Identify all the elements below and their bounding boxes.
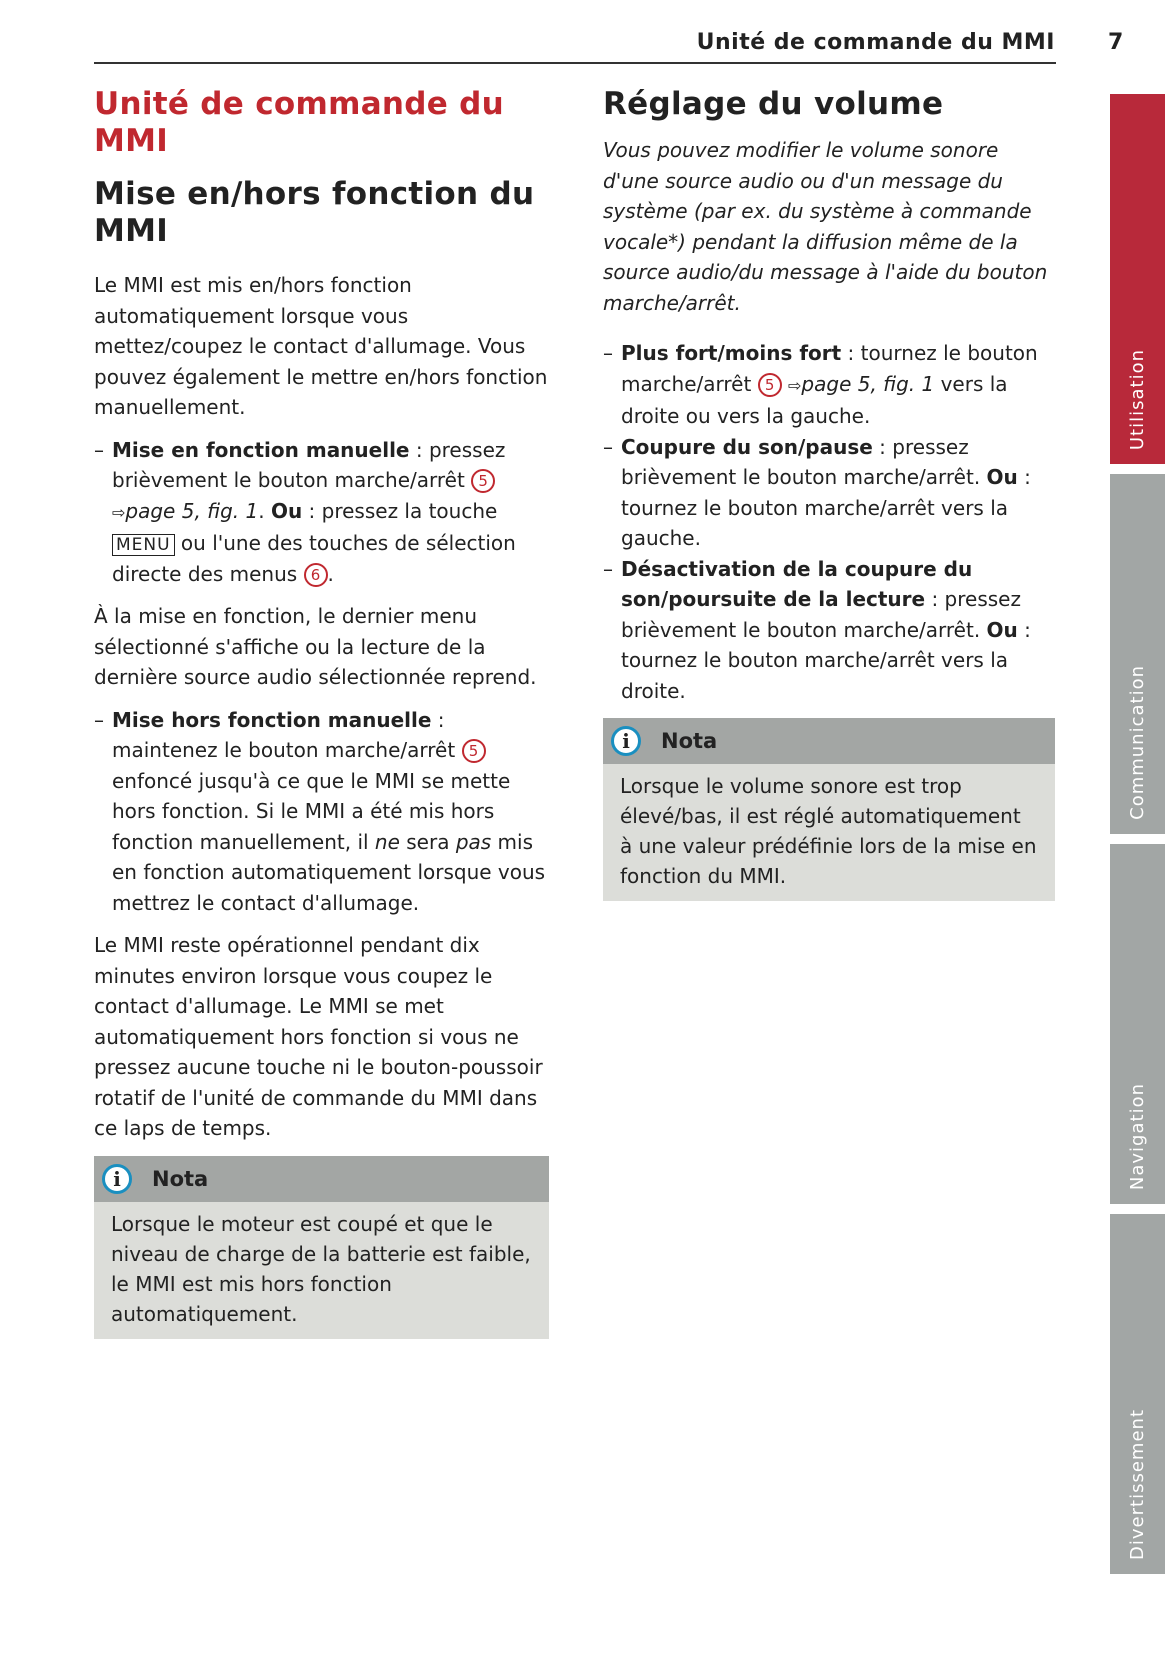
paragraph-standby: Le MMI reste opérationnel pendant dix minutes environ lorsque vous coupez le contact d'allumage. Le MMI se met automatiquement hors fonction si vous ne pressez aucune touche ni le bouton-poussoir rotatif de l'unité de commande du MMI dans ce laps de temps. [94, 933, 543, 1140]
running-header: Unité de commande du MMI [696, 30, 1055, 55]
step-list [94, 705, 549, 919]
step-label: Mise en fonction manuelle [112, 437, 410, 462]
nota-box [94, 1156, 549, 1339]
nota-text: Lorsque le volume sonore est trop élevé/bas, il est réglé automatiquement à une valeur prédéfinie lors de la mise en fonction du MMI. [620, 774, 1037, 888]
side-tab-navigation[interactable]: Navigation [1110, 844, 1165, 1204]
nota-title: Nota [152, 1166, 209, 1191]
paragraph-resume: À la mise en fonction, le dernier menu sélectionné s'affiche ou la lecture de la dernière source audio sélectionnée reprend. [94, 604, 537, 689]
header-rule [94, 62, 1056, 64]
side-tab-divertissement[interactable]: Divertissement [1110, 1214, 1165, 1574]
step-label: Plus fort/moins fort [621, 341, 842, 365]
callout-6: 6 [304, 563, 328, 587]
arrow-right-icon: ⇨ [788, 375, 802, 395]
arrow-right-icon: ⇨ [112, 502, 126, 522]
paragraph-intro: Le MMI est mis en/hors fonction automatiquement lorsque vous mettez/coupez le contact d'allumage. Vous pouvez également le mettre en/hors fonction manuellement. [94, 273, 548, 419]
side-tab-communication[interactable]: Communication [1110, 474, 1165, 834]
step-list [94, 435, 549, 590]
section-title: Unité de commande du MMI [94, 86, 505, 159]
nota-title: Nota [661, 729, 718, 753]
nota-header [94, 1156, 549, 1202]
callout-5: 5 [758, 373, 782, 397]
step-label: Coupure du son/pause [621, 434, 873, 459]
info-icon: i [102, 1164, 132, 1194]
nota-header [603, 718, 1055, 764]
callout-5: 5 [471, 469, 495, 493]
info-icon: i [611, 726, 641, 756]
callout-5: 5 [462, 739, 486, 763]
step-power-off: – Mise hors fonction manuelle : maintenez le bouton marche/arrêt 5 enfoncé jusqu'à ce que le MMI se mette hors fonction. Si le MMI a été mis hors fonction manuellement, il ne sera pas mis en fonction automatiquement lorsque vous mettrez le contact d'allumage. [94, 705, 549, 919]
menu-key: MENU [112, 534, 175, 556]
page-reference-link[interactable]: page 5, fig. 1 [801, 371, 935, 396]
nota-box [603, 718, 1055, 901]
page-number: 7 [1108, 30, 1124, 55]
step-label: Désactivation de la coupure du son/poursuite de la lecture [621, 556, 973, 611]
right-column [603, 86, 1055, 901]
nota-text: Lorsque le moteur est coupé et que le niveau de charge de la batterie est faible, le MMI est mis hors fonction automatiquement. [111, 1211, 531, 1326]
step-label: Mise hors fonction manuelle [112, 707, 432, 732]
left-column [94, 86, 549, 1339]
page-reference-link[interactable]: page 5, fig. 1 [125, 498, 259, 523]
subsection-title: Mise en/hors fonction du MMI [94, 176, 535, 249]
intro-paragraph: Vous pouvez modifier le volume sonore d'une source audio ou d'un message du système (par ex. du système à commande vocale*) pendant la diffusion même de la source audio/du message à l'aide du bouton marche/arrêt. [603, 138, 1048, 315]
step-volume: – Plus fort/moins fort : tournez le bouton marche/arrêt 5 ⇨page 5, fig. 1 vers la droite ou vers la gauche. [603, 338, 1055, 432]
step-mute: – Coupure du son/pause : pressez brièvement le bouton marche/arrêt. Ou : tournez le bouton marche/arrêt vers la gauche. [603, 432, 1055, 554]
step-power-on: – Mise en fonction manuelle : pressez brièvement le bouton marche/arrêt 5 ⇨page 5, fig. 1. Ou : pressez la touche MENU ou l'une des touches de sélection directe des menus 6 . [94, 435, 549, 590]
section-title-volume: Réglage du volume [603, 86, 944, 122]
step-list [603, 338, 1055, 706]
side-tab-utilisation[interactable]: Utilisation [1110, 94, 1165, 464]
step-unmute: – Désactivation de la coupure du son/poursuite de la lecture : pressez brièvement le bouton marche/arrêt. Ou : tournez le bouton marche/arrêt vers la droite. [603, 554, 1055, 707]
